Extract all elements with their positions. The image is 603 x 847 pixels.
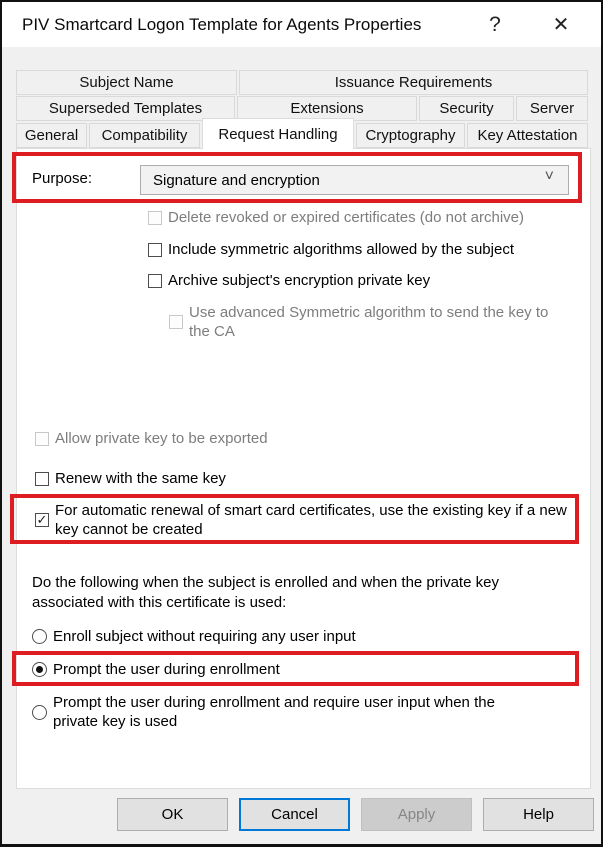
checkbox-row-renew-same-key[interactable] (35, 469, 465, 488)
checkbox-archive-key[interactable] (148, 274, 162, 288)
checkbox-label: Use advanced Symmetric algorithm to send the key to the CA (189, 304, 549, 340)
tab-key-attestation[interactable] (467, 123, 588, 148)
tab-label: Cryptography (365, 127, 456, 144)
radio-no-input[interactable] (32, 629, 47, 644)
tab-issuance-requirements[interactable] (239, 70, 588, 95)
dialog-title: PIV Smartcard Logon Template for Agents Properties (22, 14, 422, 34)
apply-label: Apply (397, 806, 436, 823)
close-button[interactable] (535, 2, 587, 47)
tab-label: Key Attestation (477, 127, 578, 144)
radio-label: Prompt the user during enrollment (53, 661, 280, 678)
cancel-label: Cancel (271, 806, 318, 823)
radio-label: Prompt the user during enrollment and require user input when the private key is used (53, 694, 495, 730)
checkbox-renew-same-key[interactable] (35, 472, 49, 486)
radio-row-prompt-and-require[interactable] (32, 693, 562, 731)
help-button[interactable] (469, 2, 521, 47)
tab-compatibility[interactable] (89, 123, 200, 148)
checkbox-allow-export (35, 432, 49, 446)
checkbox-auto-renewal-checked[interactable] (35, 513, 49, 527)
tab-label: Superseded Templates (48, 100, 203, 117)
purpose-value: Signature and encryption (153, 171, 320, 189)
tab-label: Request Handling (218, 125, 338, 143)
radio-prompt-and-require[interactable] (32, 705, 47, 720)
checkbox-label: Delete revoked or expired certificates (do not archive) (168, 209, 525, 226)
checkbox-label: Renew with the same key (55, 470, 226, 487)
help-button-footer[interactable] (483, 798, 594, 831)
enrollment-group-label: Do the following when the subject is enrolled and when the private key associated with this certificate is used: (32, 574, 499, 611)
tab-general[interactable] (16, 123, 87, 148)
tab-label: Extensions (290, 100, 364, 117)
tab-server[interactable] (516, 96, 588, 121)
tab-request-handling[interactable] (202, 118, 354, 149)
radio-row-prompt-enrollment[interactable] (32, 660, 532, 679)
chevron-down-icon: ˅ (544, 168, 554, 185)
checkbox-row-advanced-symmetric (169, 303, 569, 341)
checkbox-advanced-symmetric (169, 315, 183, 329)
tab-label: Compatibility (101, 127, 188, 144)
checkbox-delete-revoked (148, 211, 162, 225)
help-label: Help (523, 806, 554, 823)
checkbox-row-auto-renewal[interactable] (35, 501, 570, 539)
checkbox-label: Archive subject's encryption private key (168, 272, 431, 289)
checkbox-row-delete-revoked (148, 208, 578, 227)
tab-label: General (24, 127, 79, 144)
tab-subject-name[interactable] (16, 70, 237, 95)
close-icon: ✕ (552, 14, 570, 36)
purpose-label: Purpose: (32, 170, 93, 187)
checkbox-label: Include symmetric algorithms allowed by the subject (168, 241, 514, 258)
help-icon: ? (489, 12, 501, 36)
checkmark-icon: ✓ (36, 512, 48, 527)
tab-label: Issuance Requirements (334, 74, 493, 91)
checkbox-row-archive-key[interactable] (148, 271, 578, 290)
apply-button (361, 798, 472, 831)
checkbox-include-symmetric[interactable] (148, 243, 162, 257)
checkbox-row-include-symmetric[interactable] (148, 240, 578, 259)
tab-label: Subject Name (79, 74, 174, 91)
checkbox-label: Allow private key to be exported (55, 430, 268, 447)
purpose-dropdown[interactable] (140, 165, 569, 195)
radio-row-no-input[interactable] (32, 627, 532, 646)
checkbox-row-allow-export (35, 429, 465, 448)
tab-label: Security (439, 100, 494, 117)
tab-cryptography[interactable] (356, 123, 465, 148)
tab-security[interactable] (419, 96, 514, 121)
cancel-button[interactable] (239, 798, 350, 831)
radio-prompt-enrollment-selected[interactable] (32, 662, 47, 677)
tab-label: Server (529, 100, 575, 117)
checkbox-label: For automatic renewal of smart card certificates, use the existing key if a new key cannot be created (55, 502, 567, 538)
radio-label: Enroll subject without requiring any user input (53, 628, 356, 645)
ok-label: OK (161, 806, 184, 823)
ok-button[interactable] (117, 798, 228, 831)
